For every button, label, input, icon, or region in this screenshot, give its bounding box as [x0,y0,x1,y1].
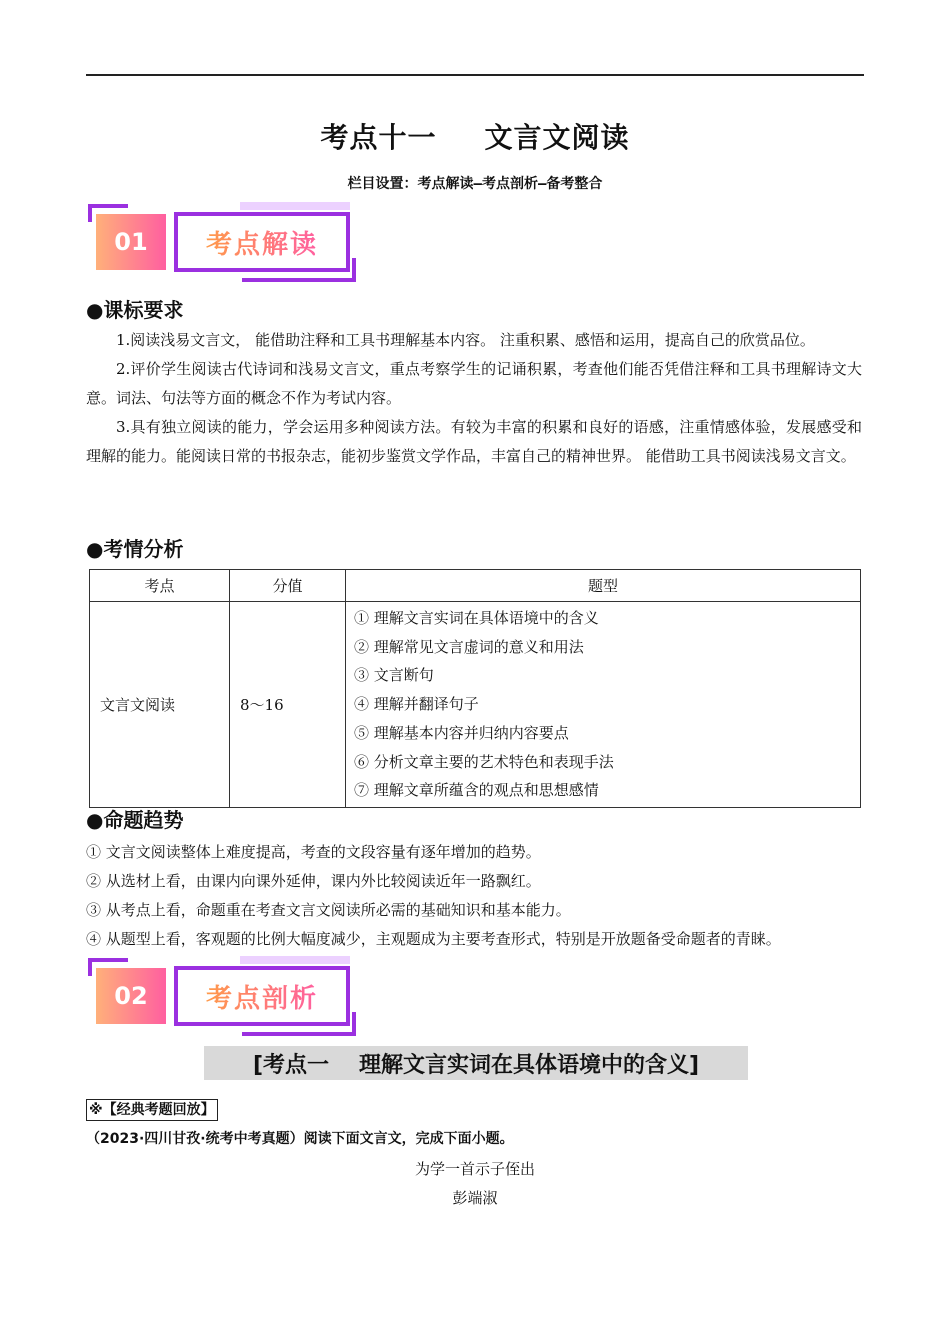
banner-label [174,966,350,1026]
paragraph: 1.阅读浅易文言文， 能借助注释和工具书理解基本内容。 注重积累、感悟和运用，提高自己的欣赏品位。 [116,331,815,349]
trend-list [86,838,876,954]
kebiao-paragraphs [86,326,862,471]
banner-label-text: 考点解读 [206,224,318,261]
page-subtitle: 栏目设置：考点解读—考点剖析—备考整合 [347,176,603,192]
type-item: ① 理解文言实词在具体语境中的含义 [354,609,599,627]
classic-tag: ※【经典考题回放】 [86,1099,218,1121]
list-item: ② 从选材上看，由课内向课外延伸，课内外比较阅读近年一路飘红。 [86,872,541,890]
banner-stripe [240,202,350,210]
list-item: ④ 从题型上看，客观题的比例大幅度减少，主观题成为主要考查形式，特别是开放题备受命题者的青睐。 [86,930,781,948]
banner-label-text: 考点剖析 [206,978,318,1015]
type-item: ⑦ 理解文章所蕴含的观点和思想感情 [354,781,599,800]
title-part2: 文言文阅读 [484,121,630,154]
table-row [90,602,861,808]
type-item: ② 理解常见文言虚词的意义和用法 [354,637,584,656]
title-part1: 考点十一 [320,121,437,154]
kaodian-title [204,1046,748,1080]
banner-label [174,212,350,272]
type-item: ④ 理解并翻译句子 [354,695,479,714]
poem-title: 为学一首示子侄出 [414,1160,535,1178]
type-item: ③ 文言断句 [354,666,434,685]
section-heading-kebiao: ●课标要求 [86,298,184,322]
type-item: ⑤ 理解基本内容并归纳内容要点 [354,723,569,742]
table-header-cell: 考点 [90,570,230,602]
section-heading-kaoqing: ●考情分析 [86,537,184,561]
page-title [0,116,950,156]
section-heading-mingti: ●命题趋势 [86,808,184,832]
table-cell-score: 8～16 [230,602,346,808]
paragraph: 3.具有独立阅读的能力，学会运用多种阅读方法。有较为丰富的积累和良好的语感，注重情感体验，发展感受和理解的能力。能阅读日常的书报杂志，能初步鉴赏文学作品，丰富自己的精神世界。 能借助工具书阅读浅易文言文。 [86,418,862,465]
banner-number: 02 [96,968,166,1024]
table-cell-kaodian: 文言文阅读 [90,602,230,808]
table-header-cell: 题型 [346,570,861,602]
kaodian-title-part2: 理解文言实词在具体语境中的含义] [359,1052,700,1078]
list-item: ① 文言文阅读整体上难度提高，考查的文段容量有逐年增加的趋势。 [86,843,541,861]
banner-kaodian-pouxi [88,958,356,1036]
banner-stripe [240,956,350,964]
banner-kaodian-jiedu [88,204,356,282]
kaoqing-table [89,569,861,808]
table-header-cell: 分值 [230,570,346,602]
poem-author: 彭端淑 [452,1189,498,1207]
source-line: （2023·四川甘孜·统考中考真题）阅读下面文言文，完成下面小题。 [86,1131,514,1147]
paragraph: 2.评价学生阅读古代诗词和浅易文言文，重点考察学生的记诵积累，考查他们能否凭借注释和工具书理解诗文大意。词法、句法等方面的概念不作为考试内容。 [86,360,862,407]
list-item: ③ 从考点上看，命题重在考查文言文阅读所必需的基础知识和基本能力。 [86,901,571,919]
type-item: ⑥ 分析文章主要的艺术特色和表现手法 [354,752,614,771]
table-header-row [90,570,861,602]
kaodian-title-part1: [考点一 [252,1052,329,1078]
table-cell-types [346,602,861,808]
header-rule [86,74,864,76]
banner-number: 01 [96,214,166,270]
